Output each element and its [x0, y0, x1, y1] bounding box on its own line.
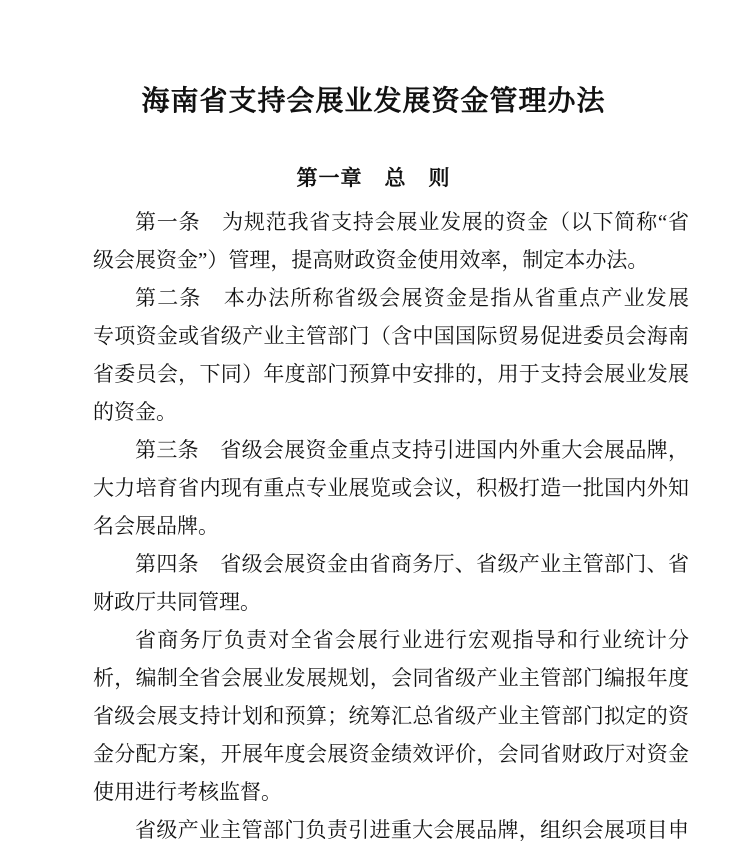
- text-line: 金分配方案，开展年度会展资金绩效评价，会同省财政厅对资金: [93, 742, 689, 766]
- text-line: 级会展资金”）管理，提高财政资金使用效率，制定本办法。: [93, 248, 649, 272]
- text-line: 专项资金或省级产业主管部门（含中国国际贸易促进委员会海南: [93, 324, 689, 348]
- document-body: [93, 203, 689, 841]
- document-title: 海南省支持会展业发展资金管理办法: [141, 86, 606, 117]
- text-line: 省商务厅负责对全省会展行业进行宏观指导和行业统计分: [135, 628, 689, 652]
- text-line: 析，编制全省会展业发展规划，会同省级产业主管部门编报年度: [93, 666, 689, 690]
- text-line: 大力培育省内现有重点专业展览或会议，积极打造一批国内外知: [93, 476, 689, 500]
- text-line: 的资金。: [93, 400, 177, 424]
- text-line: 省级会展支持计划和预算；统筹汇总省级产业主管部门拟定的资: [93, 704, 689, 728]
- text-line: 第四条 省级会展资金由省商务厅、省级产业主管部门、省: [135, 552, 689, 576]
- text-line: 第三条 省级会展资金重点支持引进国内外重大会展品牌，: [135, 438, 689, 462]
- text-line: 使用进行考核监督。: [93, 780, 282, 804]
- text-line: 第一条 为规范我省支持会展业发展的资金（以下简称“省: [135, 210, 689, 234]
- text-line: 财政厅共同管理。: [93, 590, 261, 614]
- text-line: 省级产业主管部门负责引进重大会展品牌，组织会展项目申: [135, 818, 689, 841]
- chapter-heading: 第一章 总 则: [296, 167, 451, 190]
- text-line: 第二条 本办法所称省级会展资金是指从省重点产业发展: [135, 286, 689, 310]
- text-line: 省委员会，下同）年度部门预算中安排的，用于支持会展业发展: [93, 362, 689, 386]
- text-line: 名会展品牌。: [93, 514, 219, 538]
